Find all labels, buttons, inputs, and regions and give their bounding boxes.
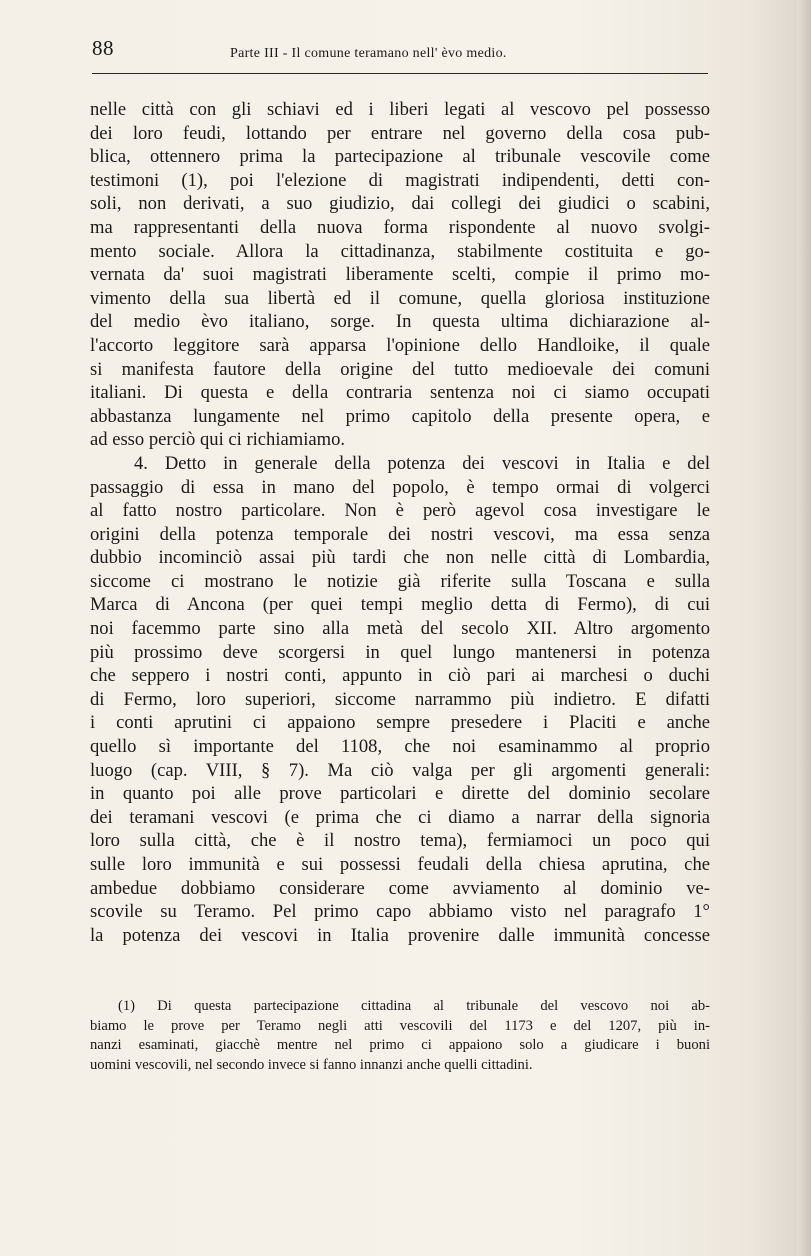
text-line: più prossimo deve scorgersi in quel lungo mantenersi in potenza bbox=[90, 641, 710, 663]
text-line: abbastanza lungamente nel primo capitolo della presente opera, e bbox=[90, 405, 710, 427]
text-line: passaggio di essa in mano del popolo, è tempo ormai di volgerci bbox=[90, 476, 710, 498]
text-line: vimento della sua libertà ed il comune, quella gloriosa instituzione bbox=[90, 287, 710, 309]
text-line: origini della potenza temporale dei nostri vescovi, ma essa senza bbox=[90, 523, 710, 545]
text-line: dubbio incominciò assai più tardi che non nelle città di Lombardia, bbox=[90, 547, 710, 569]
text-line: Marca di Ancona (per quei tempi meglio detta di Fermo), di cui bbox=[90, 594, 710, 616]
text-line: loro sulla città, che è il nostro tema), fermiamoci un poco qui bbox=[90, 830, 710, 852]
footnote-line: nanzi esaminati, giacchè mentre nel primo ci appaiono solo a giudicare i buoni bbox=[90, 1037, 710, 1054]
text-line: nelle città con gli schiavi ed i liberi legati al vescovo pel possesso bbox=[90, 99, 710, 120]
text-line: mento sociale. Allora la cittadinanza, stabilmente costituita e go- bbox=[90, 240, 710, 262]
text-line: si manifesta fautore della origine del tutto medioevale dei comuni bbox=[90, 358, 710, 380]
text-line: blica, ottennero prima la partecipazione al tribunale vescovile come bbox=[90, 146, 710, 168]
text-line: soli, non derivati, a suo giudizio, dai collegi dei giudici o scabini, bbox=[90, 193, 710, 215]
text-line: la potenza dei vescovi in Italia provenire dalle immunità concesse bbox=[90, 924, 710, 946]
footnote-line: (1) Di questa partecipazione cittadina al tribunale del vescovo noi ab- bbox=[118, 998, 710, 1014]
footnotes bbox=[90, 997, 710, 1075]
text-line: al fatto nostro particolare. Non è però agevol cosa investigare le bbox=[90, 500, 710, 522]
text-line: ad esso perciò qui ci richiamiamo. bbox=[90, 429, 346, 451]
text-line: che seppero i nostri conti, appunto in ciò pari ai marchesi o duchi bbox=[90, 665, 710, 687]
text-line: scovile su Teramo. Pel primo capo abbiamo visto nel paragrafo 1° bbox=[90, 901, 710, 923]
footnote-line: biamo le prove per Teramo negli atti vescovili del 1173 e del 1207, più in- bbox=[90, 1017, 710, 1034]
text-line: di Fermo, loro superiori, siccome narrammo più indietro. E difatti bbox=[90, 688, 710, 710]
text-line: italiani. Di questa e della contraria sentenza noi ci siamo occupati bbox=[90, 382, 710, 404]
text-line: quello sì importante del 1108, che noi esaminammo al proprio bbox=[90, 736, 710, 758]
text-line: ma rappresentanti della nuova forma rispondente al nuovo svolgi- bbox=[90, 216, 710, 238]
text-line: l'accorto leggitore sarà apparsa l'opinione dello Handloike, il quale bbox=[90, 334, 710, 356]
text-line: vernata da' suoi magistrati liberamente scelti, compie il primo mo- bbox=[90, 264, 710, 286]
running-head: Parte III - Il comune teramano nell' èvo medio. bbox=[230, 46, 507, 61]
text-line: luogo (cap. VIII, § 7). Ma ciò valga per gli argomenti generali: bbox=[90, 759, 710, 781]
text-line: del medio èvo italiano, sorge. In questa ultima dichiarazione al- bbox=[90, 311, 710, 333]
text-line: testimoni (1), poi l'elezione di magistrati indipendenti, detti con- bbox=[90, 169, 710, 191]
text-line: dei loro feudi, lottando per entrare nel governo della cosa pub- bbox=[90, 122, 710, 144]
text-line: siccome ci mostrano le notizie già riferite sulla Toscana e sulla bbox=[90, 570, 710, 592]
page-edge bbox=[797, 0, 811, 1256]
page-header bbox=[92, 36, 708, 70]
page-number: 88 bbox=[92, 36, 114, 60]
footnote-line: uomini vescovili, nel secondo invece si fanno innanzi anche quelli cittadini. bbox=[90, 1056, 533, 1073]
body-text bbox=[90, 98, 710, 947]
text-line: in quanto poi alle prove particolari e dirette del dominio secolare bbox=[90, 783, 710, 805]
text-line: noi facemmo parte sino alla metà del secolo XII. Altro argomento bbox=[90, 618, 710, 640]
text-line: ambedue dobbiamo considerare come avviamento al dominio ve- bbox=[90, 877, 710, 899]
text-line: i conti aprutini ci appaiono sempre presedere i Placiti e anche bbox=[90, 712, 710, 734]
paragraph-start-line: 4. Detto in generale della potenza dei vescovi in Italia e del bbox=[134, 452, 710, 474]
text-line: dei teramani vescovi (e prima che ci diamo a narrar della signoria bbox=[90, 806, 710, 828]
header-rule bbox=[92, 73, 708, 74]
text-line: sulle loro immunità e sui possessi feudali della chiesa aprutina, che bbox=[90, 854, 710, 875]
